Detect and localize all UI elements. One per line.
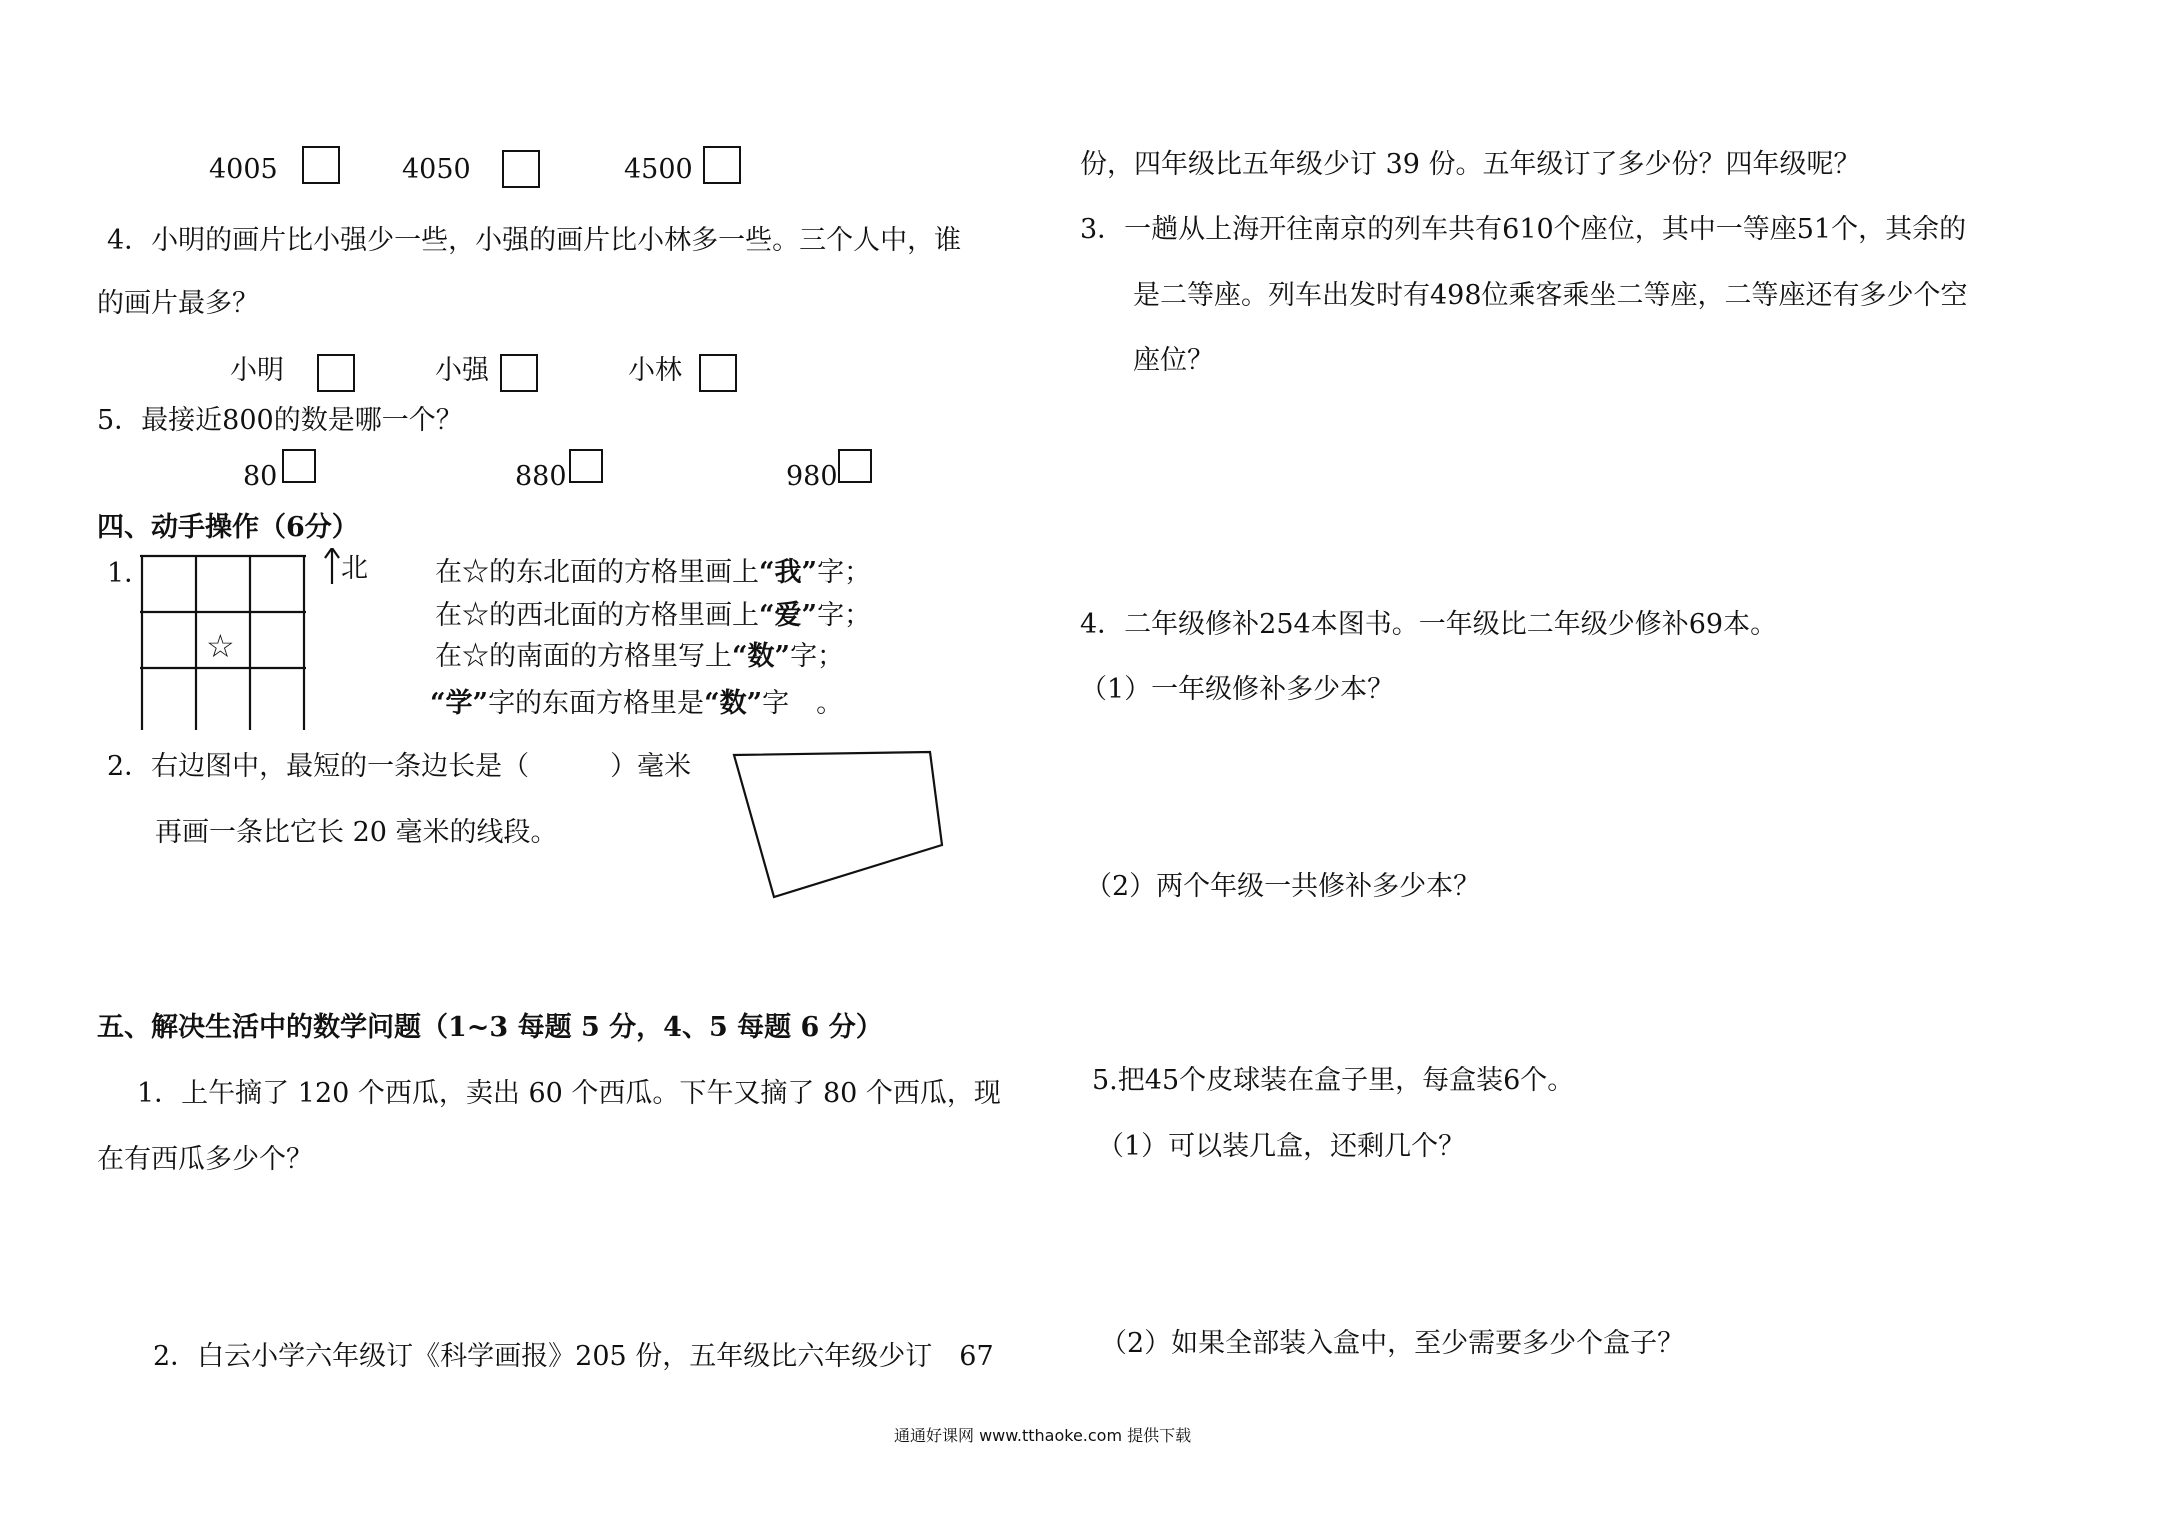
- option-4050-checkbox[interactable]: [502, 150, 540, 188]
- instruction-2: [435, 602, 871, 629]
- q5-text: 5．最接近800的数是哪一个？: [97, 405, 463, 436]
- section5-q2-line1: 2．白云小学六年级订《科学画报》205 份，五年级比六年级少订 67: [153, 1341, 994, 1372]
- quadrilateral-figure: [730, 745, 950, 905]
- section5-title: 五、解决生活中的数学问题（1~3 每题 5 分，4、5 每题 6 分）: [97, 1012, 883, 1043]
- section4-q2-line1: 2．右边图中，最短的一条边长是（ ）毫米: [107, 751, 692, 782]
- option-4500-label: 4500: [624, 154, 693, 185]
- instruction-4-word1: “学”: [430, 688, 489, 719]
- right-q5: 5.把45个皮球装在盒子里，每盒装6个。: [1092, 1065, 1575, 1096]
- grid-star-icon: ☆: [206, 627, 235, 665]
- instruction-1-word: “我”: [759, 557, 818, 588]
- q4-line2: 的画片最多？: [97, 288, 259, 319]
- q4-option-xiaoqiang: 小强: [435, 355, 489, 386]
- section4-q1-number: 1．: [107, 558, 152, 589]
- right-q3-line1: 3．一趟从上海开往南京的列车共有610个座位，其中一等座51个，其余的: [1080, 214, 1967, 245]
- right-q4-part2: （2）两个年级一共修补多少本？: [1085, 871, 1481, 902]
- instruction-1-pre: 在☆的东北面的方格里画上: [435, 557, 759, 588]
- q5-option-980-checkbox[interactable]: [838, 449, 872, 483]
- q4-option-xiaoming-checkbox[interactable]: [317, 354, 355, 392]
- q5-option-880-checkbox[interactable]: [569, 449, 603, 483]
- option-4500-checkbox[interactable]: [703, 146, 741, 184]
- instruction-3-post: 字；: [790, 641, 845, 672]
- q4-line1: 4．小明的画片比小强少一些，小强的画片比小林多一些。三个人中，谁: [107, 225, 962, 256]
- instruction-1-post: 字；: [817, 557, 872, 588]
- instruction-2-word: “爱”: [759, 600, 818, 631]
- instruction-3: [435, 643, 844, 670]
- q4-option-xiaolin-checkbox[interactable]: [699, 354, 737, 392]
- instruction-4-mid: 字的东面方格里是: [488, 688, 705, 719]
- right-q3-line2: 是二等座。列车出发时有498位乘客乘坐二等座，二等座还有多少个空: [1133, 280, 1968, 311]
- north-label: 北: [341, 553, 368, 584]
- option-4005-label: 4005: [209, 154, 278, 185]
- right-q4: 4．二年级修补254本图书。一年级比二年级少修补69本。: [1080, 609, 1778, 640]
- q5-option-80-checkbox[interactable]: [282, 449, 316, 483]
- instruction-3-pre: 在☆的南面的方格里写上: [435, 641, 732, 672]
- right-q4-part1: （1）一年级修补多少本？: [1080, 674, 1395, 705]
- option-4005-checkbox[interactable]: [302, 146, 340, 184]
- section5-q1-line1: 1．上午摘了 120 个西瓜，卖出 60 个西瓜。下午又摘了 80 个西瓜，现: [137, 1078, 1001, 1109]
- q5-option-80: 80: [243, 461, 278, 492]
- section4-q2-line2: 再画一条比它长 20 毫米的线段。: [155, 817, 558, 848]
- right-q2-continuation: 份，四年级比五年级少订 39 份。五年级订了多少份？四年级呢？: [1080, 149, 1861, 180]
- q5-option-880: 880: [515, 461, 567, 492]
- north-arrow-icon: [325, 548, 339, 584]
- section4-title: 四、动手操作（6分）: [97, 512, 359, 543]
- section5-q1-line2: 在有西瓜多少个？: [97, 1144, 313, 1175]
- right-q3-line3: 座位？: [1133, 345, 1214, 376]
- instruction-2-post: 字；: [817, 600, 872, 631]
- page-footer: 通通好课网 www.tthaoke.com 提供下载: [894, 1426, 1192, 1445]
- q4-option-xiaolin: 小林: [628, 355, 682, 386]
- instruction-4-post: 字 。: [762, 688, 844, 719]
- right-q5-part2: （2）如果全部装入盒中，至少需要多少个盒子？: [1100, 1328, 1685, 1359]
- q4-option-xiaoming: 小明: [230, 355, 284, 386]
- q5-option-980: 980: [786, 461, 838, 492]
- option-4050-label: 4050: [402, 154, 471, 185]
- instruction-3-word: “数”: [732, 641, 791, 672]
- instruction-1: [435, 559, 871, 586]
- instruction-4: [430, 690, 843, 717]
- instruction-4-word2: “数”: [704, 688, 763, 719]
- instruction-2-pre: 在☆的西北面的方格里画上: [435, 600, 759, 631]
- q4-option-xiaoqiang-checkbox[interactable]: [500, 354, 538, 392]
- right-q5-part1: （1）可以装几盒，还剩几个？: [1097, 1131, 1466, 1162]
